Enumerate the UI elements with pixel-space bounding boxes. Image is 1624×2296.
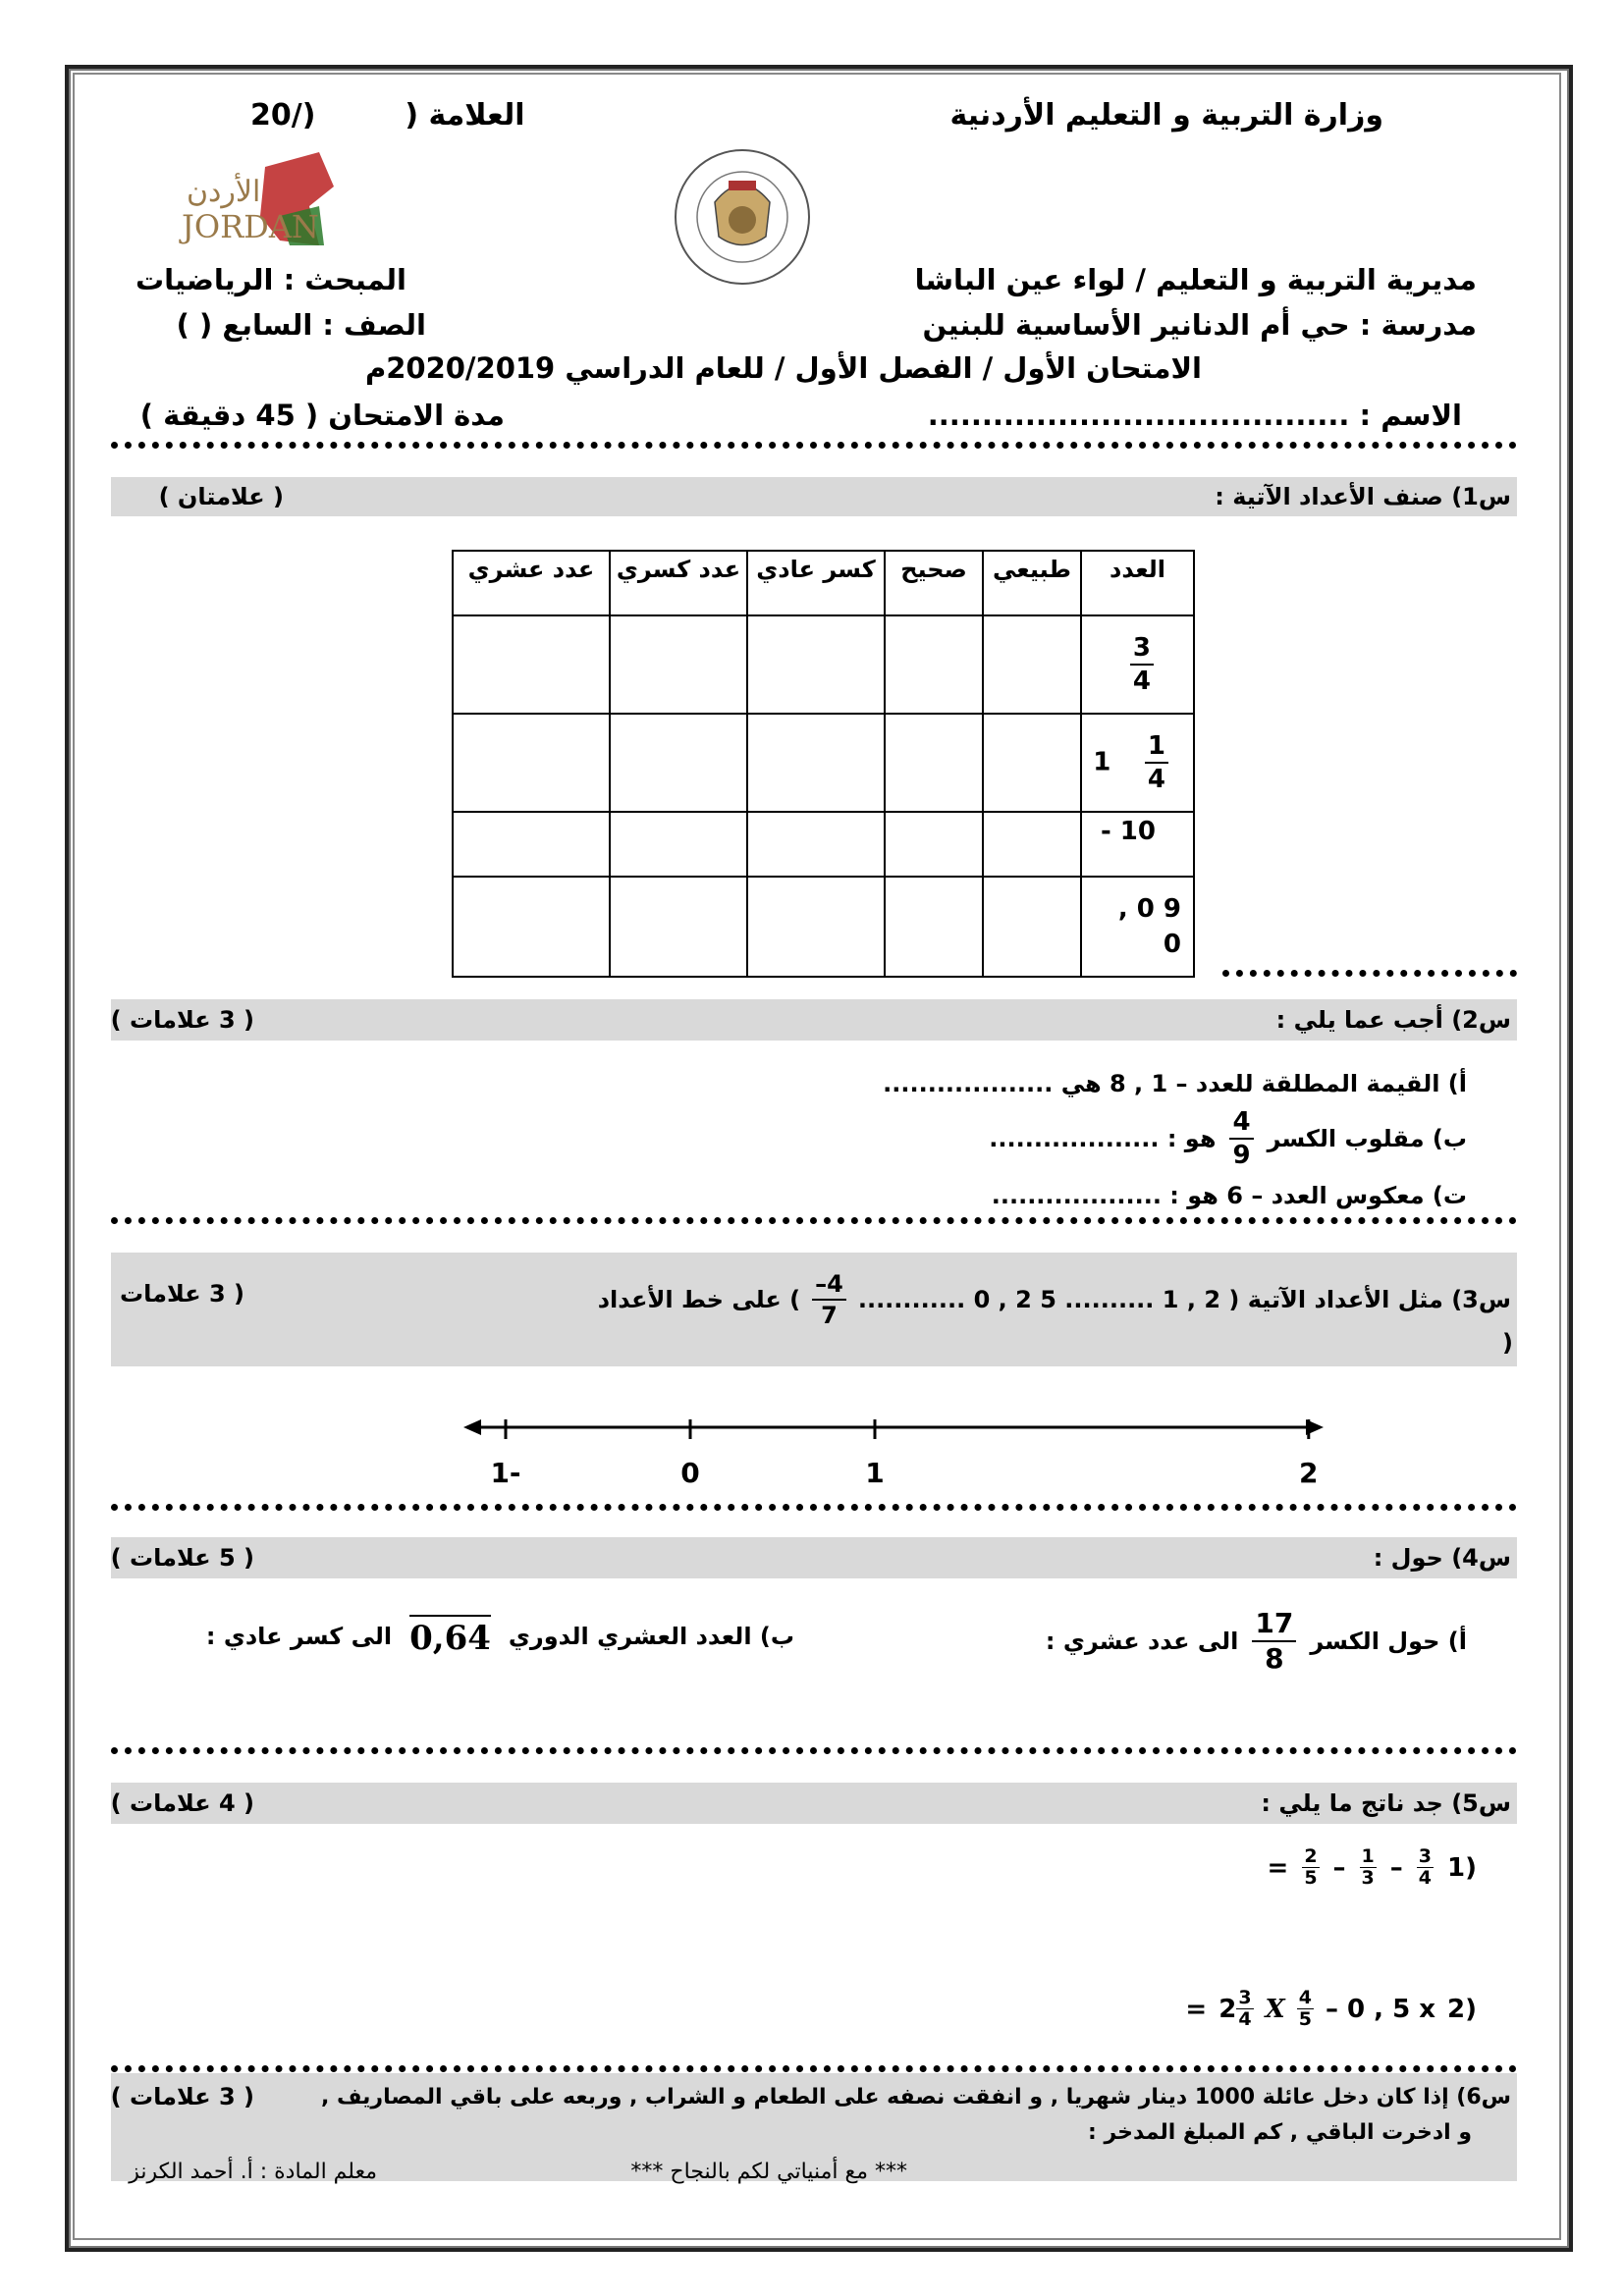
table-row [453,877,1194,977]
divider-short [1222,970,1517,977]
repeating-decimal: 0,64 [409,1615,491,1658]
q2-title: س2) أجب عما يلي : [1275,1006,1511,1034]
denominator: 9 [1232,1141,1251,1170]
expr-text: – 0 , 5 x [1325,1994,1436,2024]
svg-text:الأردن: الأردن [187,175,261,209]
answer-cell[interactable] [747,812,885,877]
divider [111,2065,1517,2072]
good-luck: *** مع أمنياتي لكم بالنجاح *** [630,2160,907,2184]
subject: المبحث : الرياضيات [135,263,406,296]
q3-marks: ( 3 علامات [120,1280,244,1308]
answer-cell[interactable] [453,877,610,977]
col-header: طبيعي [983,551,1081,615]
equals-sign: = [1185,1994,1208,2024]
minus-sign: – [1389,1852,1403,1883]
jordan-logo [172,147,344,255]
q4-a [1045,1607,1467,1675]
number-line1: , 0 9 [1117,894,1181,924]
col-header: عدد عشري [453,551,610,615]
answer-cell[interactable] [983,714,1081,812]
numerator: 3 [1130,635,1154,666]
answer-cell[interactable] [885,615,983,714]
table-row [453,812,1194,877]
q6-marks: ( 3 علامات ) [110,2083,254,2110]
answer-cell[interactable] [610,812,747,877]
divider [111,442,1517,449]
answer-cell[interactable] [610,877,747,977]
numerator: 2 [1304,1845,1318,1867]
q4-title: س4) حول : [1373,1544,1511,1572]
numerator: 4 [1298,1987,1312,2008]
table-header-row [453,551,1194,615]
exam-duration: مدة الامتحان ( 45 دقيقة ) [139,399,505,432]
class: الصف : السابع ( ) [176,308,426,342]
denominator: 5 [1298,2008,1312,2030]
number-cell [1081,615,1194,714]
answer-cell[interactable] [747,714,885,812]
table-row [453,615,1194,714]
answer-cell[interactable] [610,714,747,812]
q3-title [598,1272,1511,1327]
ministry-title: وزارة التربية و التعليم الأردنية [949,98,1383,133]
q1-marks: ( علامتان ) [158,483,284,510]
q4-header-bar [111,1537,1517,1578]
answer-cell[interactable] [983,615,1081,714]
number-line [461,1414,1326,1492]
numerator: 4– [812,1272,846,1301]
q2-c: ت) معكوس العدد – 6 هو : ................... [991,1182,1467,1209]
numerator: 1 [1361,1845,1375,1867]
col-header: كسر عادي [747,551,885,615]
answer-cell[interactable] [453,714,610,812]
fraction [1417,1847,1434,1888]
fraction [1297,1989,1314,2029]
col-header: عدد كسري [610,551,747,615]
minus-sign: – [1332,1852,1346,1883]
numerator: 17 [1252,1610,1296,1642]
denominator: 3 [1361,1867,1375,1889]
q1-title: س1) صنف الأعداد الآتية : [1215,483,1511,510]
fraction [1236,1989,1253,2029]
grade-box [250,98,525,133]
arrow-left-icon [463,1419,481,1435]
q4-a-prefix: أ) حول الكسر [1310,1628,1467,1655]
grade-value: 20/) [250,98,316,133]
q2-marks: ( 3 علامات ) [110,1006,254,1034]
whole-part: 2 [1218,1994,1237,2024]
name-field[interactable]: الاسم : ....................................... [927,399,1462,432]
q2-b-prefix: ب) مقلوب الكسر [1267,1125,1467,1152]
table-row [453,714,1194,812]
classification-table [452,550,1195,978]
number-cell [1081,714,1194,812]
times-sign: X [1265,1994,1285,2024]
q4-marks: ( 5 علامات ) [110,1544,254,1572]
fraction [1130,635,1154,694]
school: مدرسة : حي أم الدنانير الأساسية للبنين [922,308,1477,342]
denominator: 4 [1238,2008,1252,2030]
number-line2: 0 [1163,930,1181,959]
q5-marks: ( 4 علامات ) [110,1789,254,1817]
expr-label: (1 [1447,1852,1477,1883]
numerator: 1 [1145,733,1168,764]
number-line-label: 0 [680,1457,700,1489]
answer-cell[interactable] [885,714,983,812]
divider [111,1504,1517,1511]
equals-sign: = [1267,1852,1289,1883]
divider [111,1747,1517,1754]
numerator: 3 [1418,1845,1433,1867]
expr-label: (2 [1447,1994,1477,2024]
number-line-label: 2 [1299,1457,1319,1489]
q5-expr-1 [1268,1847,1477,1888]
fraction [1360,1847,1377,1888]
numerator: 3 [1238,1987,1252,2008]
ministry-emblem [664,143,821,291]
answer-cell[interactable] [453,812,610,877]
directorate: مديرية التربية و التعليم / لواء عين الباشا [914,263,1477,296]
fraction [1302,1847,1319,1888]
divider [111,1217,1517,1224]
q4-a-suffix: الى عدد عشري : [1045,1628,1239,1655]
answer-cell[interactable] [885,812,983,877]
number-cell [1081,877,1194,977]
q6-line1: س6) إذا كان دخل عائلة 1000 دينار شهريا , و انفقت نصفه على الطعام و الشراب , وربعه على باقي المصاريف , [320,2085,1511,2109]
fraction [1229,1109,1253,1168]
denominator: 4 [1147,765,1165,794]
fraction [1252,1607,1296,1675]
answer-cell[interactable] [983,812,1081,877]
answer-cell[interactable] [885,877,983,977]
whole-part: 1 [1093,747,1111,777]
denominator: 4 [1418,1867,1433,1889]
numerator: 4 [1229,1109,1253,1140]
q3-title-end: ) على خط الأعداد [597,1286,801,1313]
denominator: 7 [821,1302,838,1329]
number-line-label: 1 [865,1457,885,1489]
q3-title-text: س3) مثل الأعداد الآتية ( 2 , 1 .......... 5 2 , 0 ............ [857,1286,1511,1313]
q3-marks-close: ) [1502,1329,1513,1357]
denominator: 4 [1132,667,1151,696]
q2-b-suffix: هو : ................... [989,1125,1217,1152]
q2-b [989,1109,1467,1168]
exam-title: الامتحان الأول / الفصل الأول / للعام الدراسي 2020/2019م [364,351,1202,385]
answer-cell[interactable] [983,877,1081,977]
denominator: 8 [1265,1642,1284,1675]
q4-b-prefix: ب) العدد العشري الدوري [508,1623,794,1650]
q4-b-suffix: الى كسر عادي : [205,1623,393,1650]
grade-label: العلامة ( [405,98,525,133]
answer-cell[interactable] [747,877,885,977]
svg-text:JORDAN: JORDAN [182,208,319,245]
denominator: 5 [1304,1867,1318,1889]
number-line-label: 1- [490,1457,521,1489]
fraction [812,1272,846,1327]
teacher-name: معلم المادة : أ. أحمد الكرنز [129,2160,377,2184]
col-header: العدد [1081,551,1194,615]
q5-title: س5) جد ناتج ما يلي : [1261,1789,1511,1817]
answer-cell[interactable] [453,615,610,714]
answer-cell[interactable] [610,615,747,714]
number-cell: - 10 [1081,812,1194,877]
mixed-number [1218,1989,1253,2029]
q4-b [206,1615,794,1658]
q5-expr-2 [1185,1989,1477,2029]
answer-cell[interactable] [747,615,885,714]
fraction [1145,733,1168,792]
q6-line2: و ادخرت الباقي , كم المبلغ المدخر : [1087,2120,1472,2145]
q2-a: أ) القيمة المطلقة للعدد – 1 , 8 هي ................... [883,1070,1467,1097]
col-header: صحيح [885,551,983,615]
